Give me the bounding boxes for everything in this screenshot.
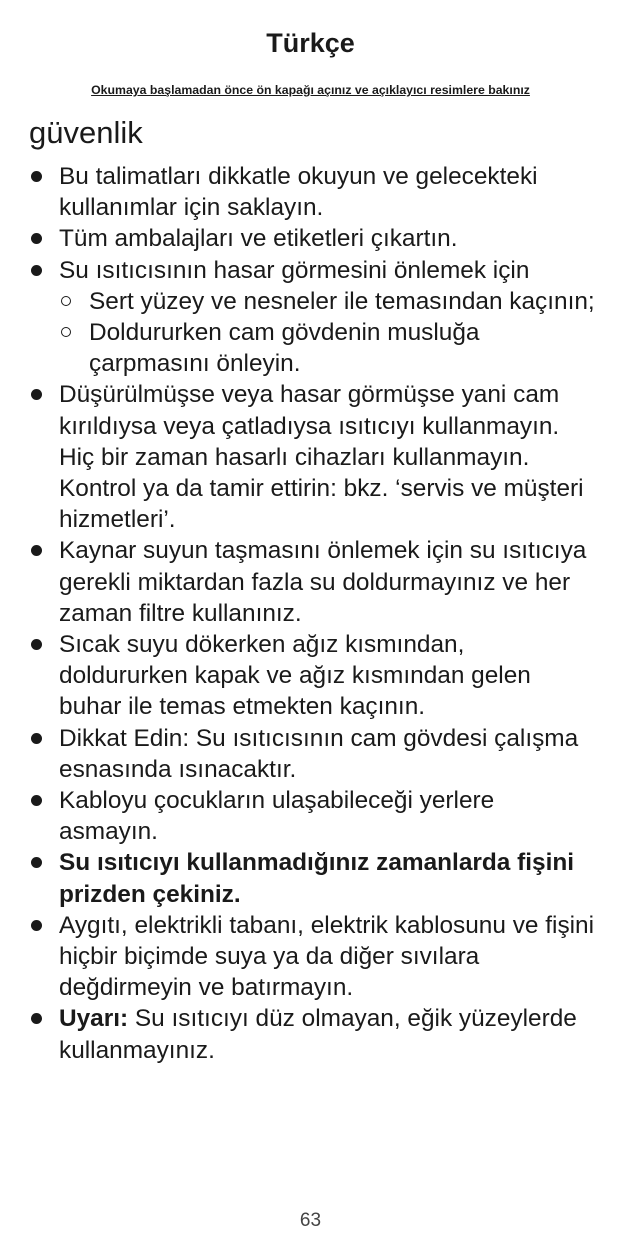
safety-instructions — [29, 161, 595, 1066]
list-item: Tüm ambalajları ve etiketleri çıkartın. — [29, 223, 595, 254]
list-item-warning — [29, 1003, 595, 1065]
sub-list — [59, 286, 595, 380]
safety-list — [29, 161, 595, 1066]
read-cover-notice: Okumaya başlamadan önce ön kapağı açınız ve açıklayıcı resimlere bakınız — [91, 83, 530, 97]
page-number: 63 — [299, 1210, 322, 1231]
list-item — [29, 255, 595, 380]
list-item: Kabloyu çocukların ulaşabileceği yerlere asmayın. — [29, 785, 595, 847]
warning-text: Su ısıtıcıyı düz olmayan, eğik yüzeylerde kullanmayınız. — [59, 1005, 577, 1064]
list-item-text: Su ısıtıcısının hasar görmesini önlemek için — [59, 256, 530, 284]
list-item: Bu talimatları dikkatle okuyun ve gelecekteki kullanımlar için saklayın. — [29, 161, 595, 223]
sub-list-item: Doldururken cam gövdenin musluğa çarpmasını önleyin. — [59, 317, 595, 379]
list-item: Düşürülmüşse veya hasar görmüşse yani cam kırıldıysa veya çatladıysa ısıtıcıyı kullanmayın. Hiç bir zaman hasarlı cihazları kullanmayın. Kontrol ya da tamir ettirin: bkz. ‘servis ve müşteri hizmetleri’. — [29, 379, 595, 535]
section-heading: güvenlik — [29, 115, 143, 150]
list-item: Dikkat Edin: Su ısıtıcısının cam gövdesi çalışma esnasında ısınacaktır. — [29, 723, 595, 785]
list-item: Aygıtı, elektrikli tabanı, elektrik kablosunu ve fişini hiçbir biçimde suya ya da diğer sıvılara değdirmeyin ve batırmayın. — [29, 910, 595, 1004]
sub-list-item: Sert yüzey ve nesneler ile temasından kaçının; — [59, 286, 595, 317]
language-title: Türkçe — [266, 28, 355, 58]
list-item-unplug-bold: Su ısıtıcıyı kullanmadığınız zamanlarda fişini prizden çekiniz. — [29, 847, 595, 909]
list-item: Sıcak suyu dökerken ağız kısmından, doldururken kapak ve ağız kısmından gelen buhar ile temas etmekten kaçının. — [29, 629, 595, 723]
warning-label: Uyarı: — [59, 1005, 129, 1033]
list-item: Kaynar suyun taşmasını önlemek için su ısıtıcıya gerekli miktardan fazla su doldurmayınız ve her zaman filtre kullanınız. — [29, 535, 595, 629]
